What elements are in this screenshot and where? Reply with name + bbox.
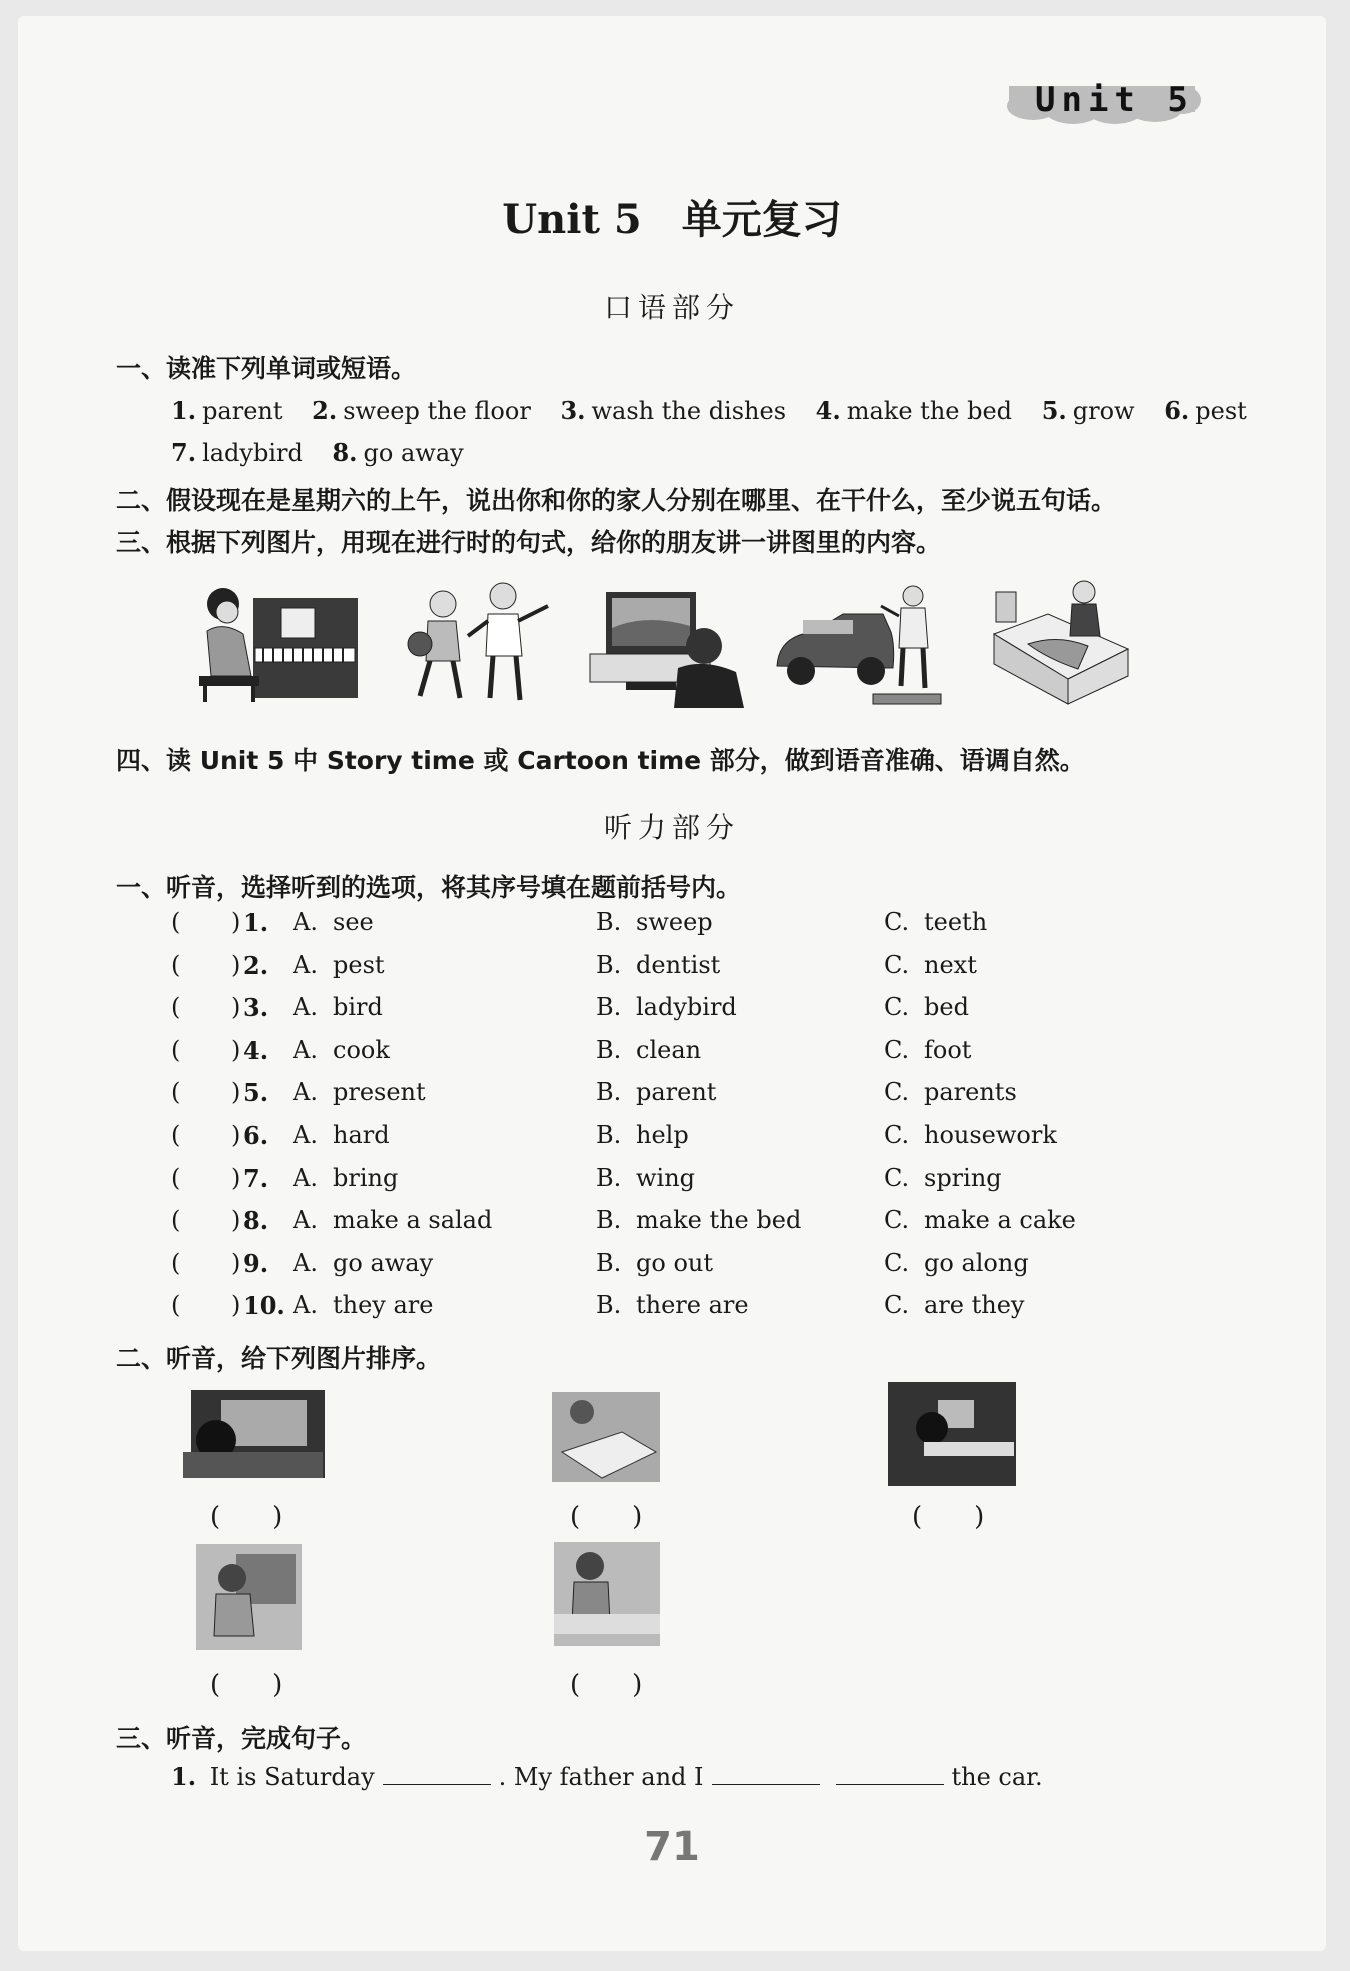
option-b-text: go out [636, 1248, 713, 1277]
making-bed-picture [988, 574, 1136, 710]
oral-q2-heading: 二、假设现在是星期六的上午，说出你和你的家人分别在哪里、在干什么，至少说五句话。 [116, 486, 1117, 515]
answer-blank[interactable] [712, 1762, 820, 1785]
order-blank[interactable]: ( ) [570, 1502, 643, 1532]
question-number: 8. [243, 1206, 269, 1236]
kids-basketball-picture [398, 576, 558, 706]
option-c-label: C. [884, 993, 910, 1022]
option-a-label: A. [293, 1163, 318, 1192]
oral-q1-line-2 [171, 438, 464, 467]
question-row [171, 1078, 1171, 1112]
answer-blank[interactable] [383, 1762, 491, 1785]
option-c-text: teeth [924, 908, 988, 936]
option-c-text: parents [924, 1078, 1017, 1107]
option-b-label: B. [596, 1121, 622, 1149]
question-row [171, 1206, 1171, 1240]
question-number: 3. [243, 993, 269, 1023]
option-b-label: B. [596, 1248, 622, 1277]
option-b-text: clean [636, 1035, 702, 1064]
answer-paren-open: ( [171, 1121, 181, 1149]
option-b-text: sweep [636, 908, 713, 936]
oral-q1-heading: 一、读准下列单词或短语。 [116, 354, 417, 383]
option-b-label: B. [596, 1291, 622, 1320]
option-c-label: C. [884, 1078, 910, 1107]
option-c-text: housework [924, 1121, 1057, 1149]
word-num: 3. [560, 396, 586, 425]
sentence-part-1: It is Saturday [209, 1763, 375, 1791]
bed-picture [552, 1392, 660, 1482]
car-wash-picture [196, 1544, 302, 1650]
sentence-num: 1. [171, 1762, 197, 1791]
option-a-label: A. [293, 950, 318, 979]
word-text: go away [363, 439, 464, 467]
option-c-label: C. [884, 1035, 910, 1064]
option-c-text: next [924, 950, 977, 979]
option-b-label: B. [596, 908, 622, 936]
answer-paren-open: ( [171, 908, 181, 936]
word-num: 6. [1164, 396, 1190, 425]
question-row [171, 951, 1171, 985]
option-c-text: are they [924, 1291, 1025, 1320]
oral-section-title: 口语部分 [603, 291, 740, 324]
order-blank[interactable]: ( ) [210, 1670, 283, 1700]
option-c-label: C. [884, 908, 910, 936]
word-text: ladybird [202, 439, 303, 467]
question-number: 9. [243, 1248, 269, 1278]
option-a-text: pest [333, 950, 385, 979]
answer-paren-close: ) [231, 1035, 241, 1064]
option-a-label: A. [293, 908, 318, 936]
word-text: parent [202, 397, 283, 425]
option-c-label: C. [884, 1206, 910, 1235]
answer-paren-open: ( [171, 993, 181, 1022]
question-row [171, 1164, 1171, 1198]
answer-paren-close: ) [231, 1291, 241, 1320]
listening-q1-heading: 一、听音，选择听到的选项，将其序号填在题前括号内。 [116, 873, 742, 902]
answer-paren-open: ( [171, 1035, 181, 1064]
option-a-label: A. [293, 1078, 318, 1107]
piano-player-picture [193, 576, 361, 706]
listening-q3-heading: 三、听音，完成句子。 [116, 1724, 367, 1753]
question-number: 7. [243, 1163, 269, 1193]
answer-paren-close: ) [231, 993, 241, 1022]
option-b-label: B. [596, 950, 622, 979]
option-a-label: A. [293, 1248, 318, 1277]
option-a-label: A. [293, 1206, 318, 1235]
option-b-text: ladybird [636, 993, 737, 1022]
page-number: 71 [644, 1824, 700, 1870]
option-a-text: present [333, 1078, 426, 1107]
word-text: sweep the floor [343, 397, 531, 425]
order-blank[interactable]: ( ) [912, 1502, 985, 1532]
option-a-label: A. [293, 1291, 318, 1320]
option-b-label: B. [596, 1163, 622, 1192]
question-row [171, 1291, 1171, 1325]
question-row [171, 1036, 1171, 1070]
word-text: grow [1072, 397, 1135, 425]
piano-picture [888, 1382, 1016, 1486]
cinema-picture [181, 1388, 328, 1480]
option-c-label: C. [884, 1163, 910, 1192]
option-b-text: make the bed [636, 1206, 802, 1235]
answer-paren-open: ( [171, 1078, 181, 1107]
option-b-text: parent [636, 1078, 717, 1107]
word-text: pest [1195, 397, 1247, 425]
option-a-text: they are [333, 1291, 434, 1320]
order-blank[interactable]: ( ) [570, 1670, 643, 1700]
unit-badge-label: Unit 5 [1035, 80, 1194, 120]
listening-q2-heading: 二、听音，给下列图片排序。 [116, 1344, 442, 1373]
option-a-label: A. [293, 1121, 318, 1149]
question-row [171, 908, 1171, 942]
answer-paren-close: ) [231, 1248, 241, 1277]
word-num: 7. [171, 438, 197, 467]
option-c-text: go along [924, 1248, 1029, 1277]
listening-q3-sentence [171, 1762, 1043, 1791]
word-text: wash the dishes [591, 397, 787, 425]
word-num: 8. [332, 438, 358, 467]
option-a-text: hard [333, 1121, 390, 1149]
option-b-label: B. [596, 993, 622, 1022]
option-a-text: see [333, 908, 374, 936]
option-b-text: dentist [636, 950, 721, 979]
answer-paren-close: ) [231, 1121, 241, 1149]
option-c-label: C. [884, 1248, 910, 1277]
answer-paren-open: ( [171, 1206, 181, 1235]
sentence-part-3: the car. [951, 1763, 1043, 1791]
answer-paren-open: ( [171, 1248, 181, 1277]
kitchen-picture [554, 1542, 660, 1646]
worksheet-page [18, 16, 1326, 1951]
oral-q1-line-1 [171, 396, 1247, 425]
option-b-text: there are [636, 1291, 749, 1320]
option-a-text: go away [333, 1248, 434, 1277]
option-c-text: bed [924, 993, 969, 1022]
answer-paren-close: ) [231, 1078, 241, 1107]
sentence-part-2: . My father and I [498, 1763, 704, 1791]
answer-paren-open: ( [171, 950, 181, 979]
option-a-text: make a salad [333, 1206, 493, 1235]
oral-q4-heading: 四、读 Unit 5 中 Story time 或 Cartoon time 部分，做到语音准确、语调自然。 [116, 746, 1085, 775]
option-c-text: make a cake [924, 1206, 1076, 1235]
answer-paren-close: ) [231, 1163, 241, 1192]
watching-tv-picture [586, 588, 748, 710]
option-c-text: foot [924, 1035, 972, 1064]
answer-paren-open: ( [171, 1163, 181, 1192]
answer-paren-close: ) [231, 908, 241, 936]
unit-badge [1003, 76, 1203, 136]
option-b-label: B. [596, 1035, 622, 1064]
option-c-label: C. [884, 950, 910, 979]
question-number: 10. [243, 1291, 285, 1321]
option-a-text: cook [333, 1035, 390, 1064]
order-blank[interactable]: ( ) [210, 1502, 283, 1532]
word-num: 1. [171, 396, 197, 425]
question-number: 6. [243, 1121, 269, 1150]
option-b-text: help [636, 1121, 689, 1149]
option-b-text: wing [636, 1163, 696, 1192]
oral-q3-heading: 三、根据下列图片，用现在进行时的句式，给你的朋友讲一讲图里的内容。 [116, 528, 942, 557]
question-row [171, 993, 1171, 1027]
option-a-text: bird [333, 993, 383, 1022]
option-b-label: B. [596, 1206, 622, 1235]
answer-paren-close: ) [231, 1206, 241, 1235]
question-number: 2. [243, 950, 269, 980]
word-num: 5. [1041, 396, 1067, 425]
washing-car-picture [773, 576, 943, 708]
answer-blank[interactable] [836, 1762, 944, 1785]
question-number: 4. [243, 1035, 269, 1065]
option-a-label: A. [293, 993, 318, 1022]
option-c-text: spring [924, 1163, 1002, 1192]
word-num: 4. [815, 396, 841, 425]
listening-section-title: 听力部分 [603, 811, 740, 844]
question-row [171, 1249, 1171, 1283]
option-a-label: A. [293, 1035, 318, 1064]
option-c-label: C. [884, 1121, 910, 1149]
page-title: Unit 5 单元复习 [502, 196, 842, 243]
answer-paren-close: ) [231, 950, 241, 979]
word-num: 2. [312, 396, 338, 425]
answer-paren-open: ( [171, 1291, 181, 1320]
word-text: make the bed [846, 397, 1013, 425]
option-c-label: C. [884, 1291, 910, 1320]
option-b-label: B. [596, 1078, 622, 1107]
question-row [171, 1121, 1171, 1155]
question-number: 1. [243, 908, 269, 937]
question-number: 5. [243, 1078, 269, 1108]
option-a-text: bring [333, 1163, 399, 1192]
